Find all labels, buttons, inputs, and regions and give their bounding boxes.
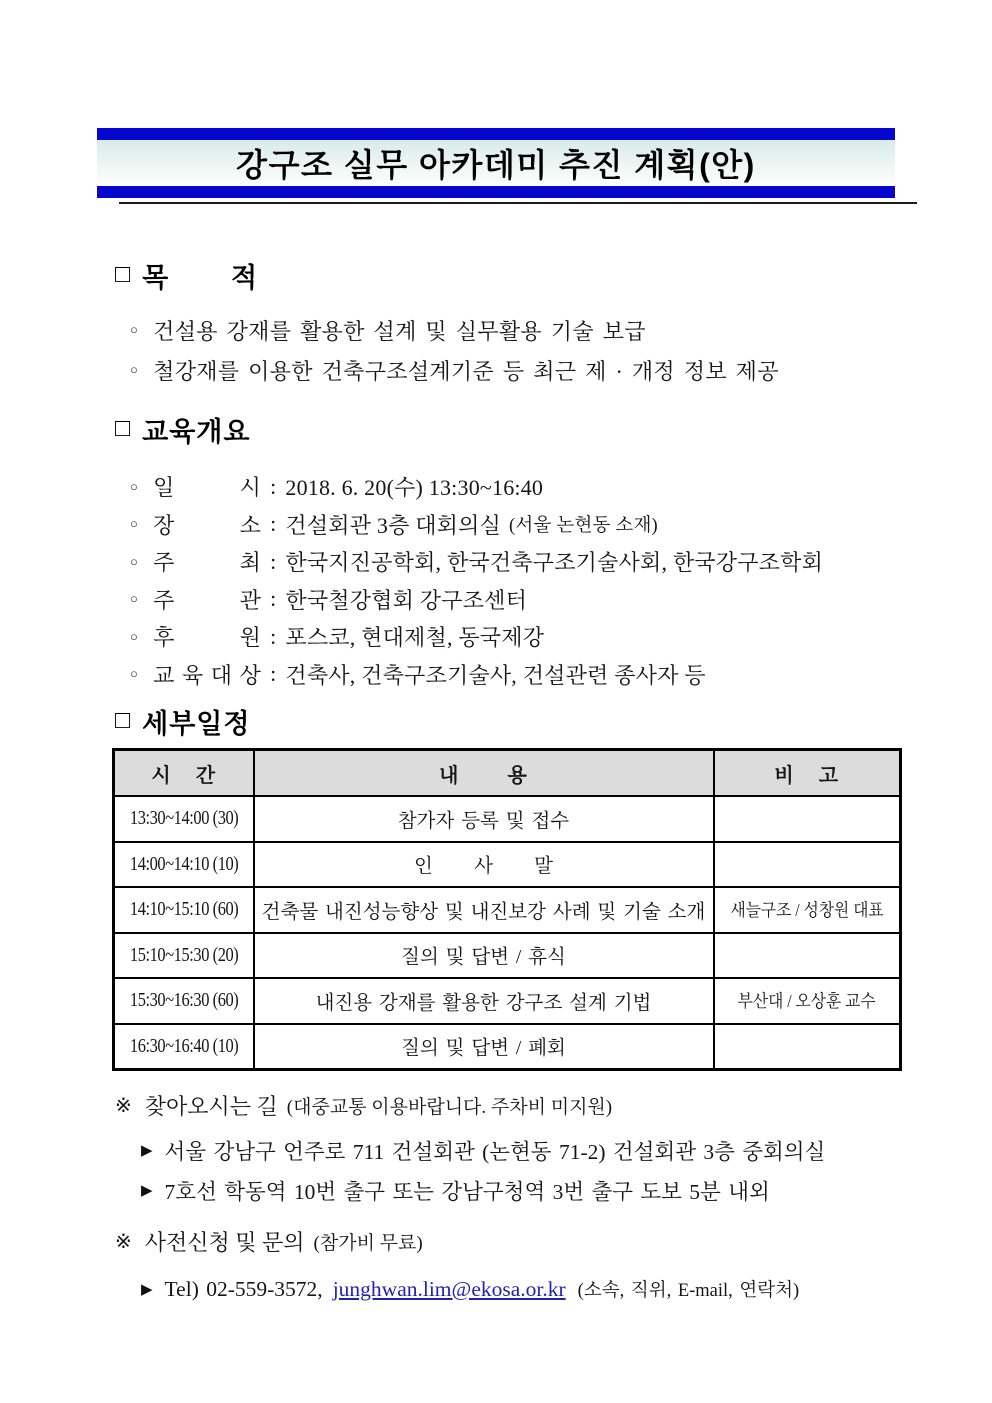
contact-heading-label: 사전신청 및 문의 — [144, 1230, 305, 1255]
triangle-bullet-icon: ▶ — [141, 1142, 153, 1159]
overview-item-value: 한국지진공학회, 한국건축구조기술사회, 한국강구조학회 — [285, 550, 824, 576]
schedule-content: 내진용 강재를 활용한 강구조 설계 기법 — [254, 978, 714, 1024]
purpose-heading-label: 목 적 — [142, 263, 259, 293]
reference-mark-icon: ※ — [115, 1095, 132, 1117]
schedule-content: 참가자 등록 및 접수 — [254, 796, 714, 842]
list-item — [115, 468, 831, 506]
contact-tel: Tel) 02-559-3572, — [164, 1276, 323, 1301]
schedule-time-text: 16:30~16:40 (10) — [129, 1034, 238, 1057]
list-item — [115, 543, 831, 581]
directions-heading — [115, 1090, 825, 1121]
overview-item-note: (서울 논현동 소재) — [509, 516, 658, 537]
overview-item-label: 후 원 — [153, 625, 262, 651]
contact-heading-note: (참가비 무료) — [313, 1233, 423, 1254]
overview-item-label: 주 관 — [153, 587, 262, 613]
table-row — [114, 933, 901, 979]
schedule-remark — [714, 978, 901, 1024]
schedule-content: 건축물 내진성능향상 및 내진보강 사례 및 기술 소개 — [254, 887, 714, 933]
list-item — [141, 1170, 825, 1210]
banner-bottom-bar — [97, 186, 895, 198]
circle-bullet-icon: ○ — [130, 553, 139, 569]
overview-item-value: 2018. 6. 20(수) 13:30~16:40 — [285, 475, 544, 501]
directions-item-text: 서울 강남구 언주로 711 건설회관 (논현동 71-2) 건설회관 3층 중회의실 — [164, 1139, 826, 1164]
schedule-remark-text: 부산대 / 오상훈 교수 — [737, 991, 876, 1012]
table-header-row — [114, 750, 901, 797]
section-schedule-heading — [115, 702, 250, 741]
contact-email-link[interactable]: junghwan.lim@ekosa.or.kr — [332, 1276, 566, 1301]
table-row — [114, 842, 901, 888]
triangle-bullet-icon: ▶ — [141, 1182, 153, 1199]
circle-bullet-icon: ○ — [130, 666, 139, 682]
colon-separator: : — [270, 473, 277, 499]
colon-separator: : — [270, 586, 277, 612]
banner-top-bar — [97, 128, 895, 140]
reference-mark-icon: ※ — [115, 1231, 132, 1253]
overview-list — [115, 468, 831, 693]
overview-item-value: 포스코, 현대제철, 동국제강 — [285, 625, 545, 651]
contact-suffix-note: (소속, 직위, E-mail, 연락처) — [577, 1281, 800, 1301]
column-header-time: 시 간 — [114, 750, 254, 797]
schedule-remark — [714, 1024, 901, 1070]
overview-item-label: 주 최 — [153, 550, 262, 576]
table-row — [114, 1024, 901, 1070]
schedule-remark-text: 새늘구조 / 성창원 대표 — [730, 900, 884, 921]
colon-separator: : — [270, 623, 277, 649]
schedule-heading-label: 세부일정 — [142, 709, 251, 739]
list-item — [141, 1269, 799, 1309]
table-row — [114, 796, 901, 842]
schedule-time — [114, 842, 254, 888]
schedule-time-text: 15:30~16:30 (60) — [129, 989, 238, 1012]
section-directions — [115, 1090, 825, 1210]
list-item — [115, 656, 831, 694]
schedule-content: 질의 및 답변 / 폐회 — [254, 1024, 714, 1070]
list-item — [115, 581, 831, 619]
overview-heading-label: 교육개요 — [142, 417, 251, 447]
list-item — [115, 350, 779, 390]
directions-heading-label: 찾아오시는 길 — [144, 1094, 278, 1119]
section-purpose — [115, 256, 779, 390]
title-banner — [97, 128, 895, 198]
list-item — [115, 506, 831, 544]
schedule-remark — [714, 933, 901, 979]
schedule-content: 인 사 말 — [254, 842, 714, 888]
table-row — [114, 978, 901, 1024]
banner-body — [97, 140, 895, 186]
circle-bullet-icon: ○ — [130, 362, 139, 377]
square-marker-icon: □ — [115, 706, 132, 734]
schedule-time — [114, 796, 254, 842]
overview-item-value: 한국철강협회 강구조센터 — [285, 587, 528, 613]
circle-bullet-icon: ○ — [130, 628, 139, 644]
purpose-bullet-text: 철강재를 이용한 건축구조설계기준 등 최근 제 · 개정 정보 제공 — [153, 358, 779, 384]
column-header-content: 내 용 — [254, 750, 714, 797]
purpose-bullet-text: 건설용 강재를 활용한 설계 및 실무활용 기술 보급 — [153, 318, 646, 344]
circle-bullet-icon: ○ — [130, 591, 139, 607]
schedule-heading — [115, 702, 250, 741]
schedule-remark — [714, 796, 901, 842]
schedule-time — [114, 887, 254, 933]
schedule-time-text: 14:10~15:10 (60) — [129, 898, 238, 921]
list-item — [115, 310, 779, 350]
section-contact — [115, 1226, 799, 1309]
schedule-time — [114, 933, 254, 979]
overview-heading — [115, 410, 831, 449]
colon-separator: : — [270, 548, 277, 574]
square-marker-icon: □ — [115, 260, 132, 288]
contact-heading — [115, 1226, 799, 1257]
overview-item-label: 일 시 — [153, 475, 262, 501]
directions-item-text: 7호선 학동역 10번 출구 또는 강남구청역 3번 출구 도보 5분 내외 — [164, 1179, 770, 1204]
colon-separator: : — [270, 661, 277, 687]
overview-item-label: 장 소 — [153, 512, 262, 538]
overview-item-label: 교 육 대 상 — [153, 662, 262, 688]
list-item — [141, 1130, 825, 1170]
schedule-content: 질의 및 답변 / 휴식 — [254, 933, 714, 979]
schedule-table — [112, 748, 902, 1071]
schedule-time — [114, 978, 254, 1024]
circle-bullet-icon: ○ — [130, 516, 139, 532]
directions-heading-note: (대중교통 이용바랍니다. 주차비 미지원) — [286, 1097, 613, 1118]
colon-separator: : — [270, 511, 277, 537]
overview-item-value: 건축사, 건축구조기술사, 건설관련 종사자 등 — [285, 662, 706, 688]
schedule-remark — [714, 842, 901, 888]
overview-item-value: 건설회관 3층 대회의실 — [285, 512, 502, 538]
triangle-bullet-icon: ▶ — [141, 1281, 153, 1298]
schedule-remark — [714, 887, 901, 933]
directions-list — [141, 1130, 825, 1210]
square-marker-icon: □ — [115, 414, 132, 442]
page-title: 강구조 실무 아카데미 추진 계획(안) — [236, 147, 756, 183]
banner-shadow-line — [119, 202, 917, 204]
column-header-remark: 비 고 — [714, 750, 901, 797]
circle-bullet-icon: ○ — [130, 478, 139, 494]
schedule-time-text: 15:10~15:30 (20) — [129, 943, 238, 966]
section-overview — [115, 410, 831, 693]
schedule-time — [114, 1024, 254, 1070]
purpose-heading — [115, 256, 779, 295]
schedule-time-text: 14:00~14:10 (10) — [129, 852, 238, 875]
contact-list — [141, 1269, 799, 1309]
circle-bullet-icon: ○ — [130, 322, 139, 337]
purpose-bullet-list — [115, 310, 779, 390]
schedule-time-text: 13:30~14:00 (30) — [129, 807, 238, 830]
table-row — [114, 887, 901, 933]
list-item — [115, 618, 831, 656]
